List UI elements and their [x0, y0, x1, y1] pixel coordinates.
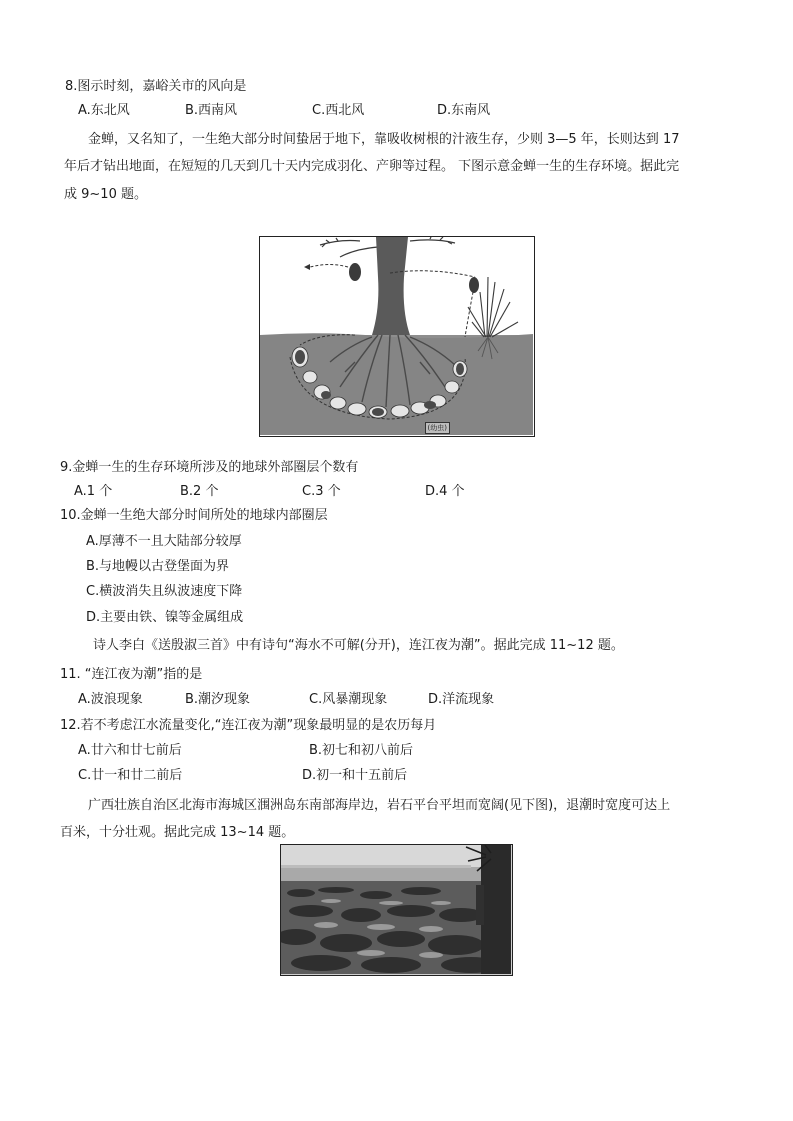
- q12-option-d: D.初一和十五前后: [302, 768, 408, 783]
- q8-option-c: C.西北风: [312, 103, 365, 118]
- q8-stem: 8.图示时刻，嘉峪关市的风向是: [65, 79, 247, 94]
- q11-option-b: B.潮汐现象: [185, 692, 251, 707]
- q8-option-d: D.东南风: [437, 103, 491, 118]
- q11-option-c: C.风暴潮现象: [309, 692, 388, 707]
- q12-option-a: A.廿六和廿七前后: [78, 743, 182, 758]
- figure-caption-label: (幼虫): [425, 422, 450, 434]
- cicada-environment-figure: [259, 236, 535, 437]
- q12-option-c: C.廿一和廿二前后: [78, 768, 183, 783]
- q11-stem: 11. “连江夜为潮”指的是: [60, 667, 203, 682]
- q10-option-c: C.横波消失且纵波速度下降: [86, 584, 243, 599]
- passage2-text: 诗人李白《送殷淑三首》中有诗句“海水不可解(分开)，连江夜为潮”。据此完成 11~12 题。: [93, 638, 624, 653]
- q9-stem: 9.金蝉一生的生存环境所涉及的地球外部圈层个数有: [60, 460, 359, 475]
- q10-option-b: B.与地幔以古登堡面为界: [86, 559, 230, 574]
- q10-option-d: D.主要由铁、镍等金属组成: [86, 610, 244, 625]
- q11-option-a: A.波浪现象: [78, 692, 143, 707]
- q9-option-c: C.3 个: [302, 484, 341, 499]
- cicada-diagram-illustration: [260, 237, 533, 435]
- coastal-photo-illustration: [281, 845, 511, 974]
- q10-stem: 10.金蝉一生绝大部分时间所处的地球内部圈层: [60, 508, 328, 523]
- q10-option-a: A.厚薄不一且大陆部分较厚: [86, 534, 242, 549]
- q12-stem: 12.若不考虑江水流量变化,“连江夜为潮”现象最明显的是农历每月: [60, 718, 437, 733]
- passage3-line-1: 广西壮族自治区北海市海城区涠洲岛东南部海岸边，岩石平台平坦而宽阔(见下图)，退潮时宽度可达上: [88, 798, 671, 813]
- q8-option-a: A.东北风: [78, 103, 130, 118]
- q8-option-b: B.西南风: [185, 103, 238, 118]
- q9-option-a: A.1 个: [74, 484, 113, 499]
- q9-option-d: D.4 个: [425, 484, 465, 499]
- passage1-line-1: 金蝉，又名知了，一生绝大部分时间蛰居于地下，靠吸收树根的汁液生存，少则 3—5 年，长则达到 17: [88, 132, 680, 147]
- passage1-line-3: 成 9~10 题。: [64, 187, 147, 202]
- q12-option-b: B.初七和初八前后: [309, 743, 414, 758]
- passage1-line-2: 年后才钻出地面，在短短的几天到几十天内完成羽化、产卵等过程。 下图示意金蝉一生的生存环境。据此完: [64, 159, 680, 174]
- coastal-rock-platform-photo: [280, 844, 513, 976]
- q9-option-b: B.2 个: [180, 484, 219, 499]
- passage3-line-2: 百米，十分壮观。据此完成 13~14 题。: [60, 825, 295, 840]
- q11-option-d: D.洋流现象: [428, 692, 495, 707]
